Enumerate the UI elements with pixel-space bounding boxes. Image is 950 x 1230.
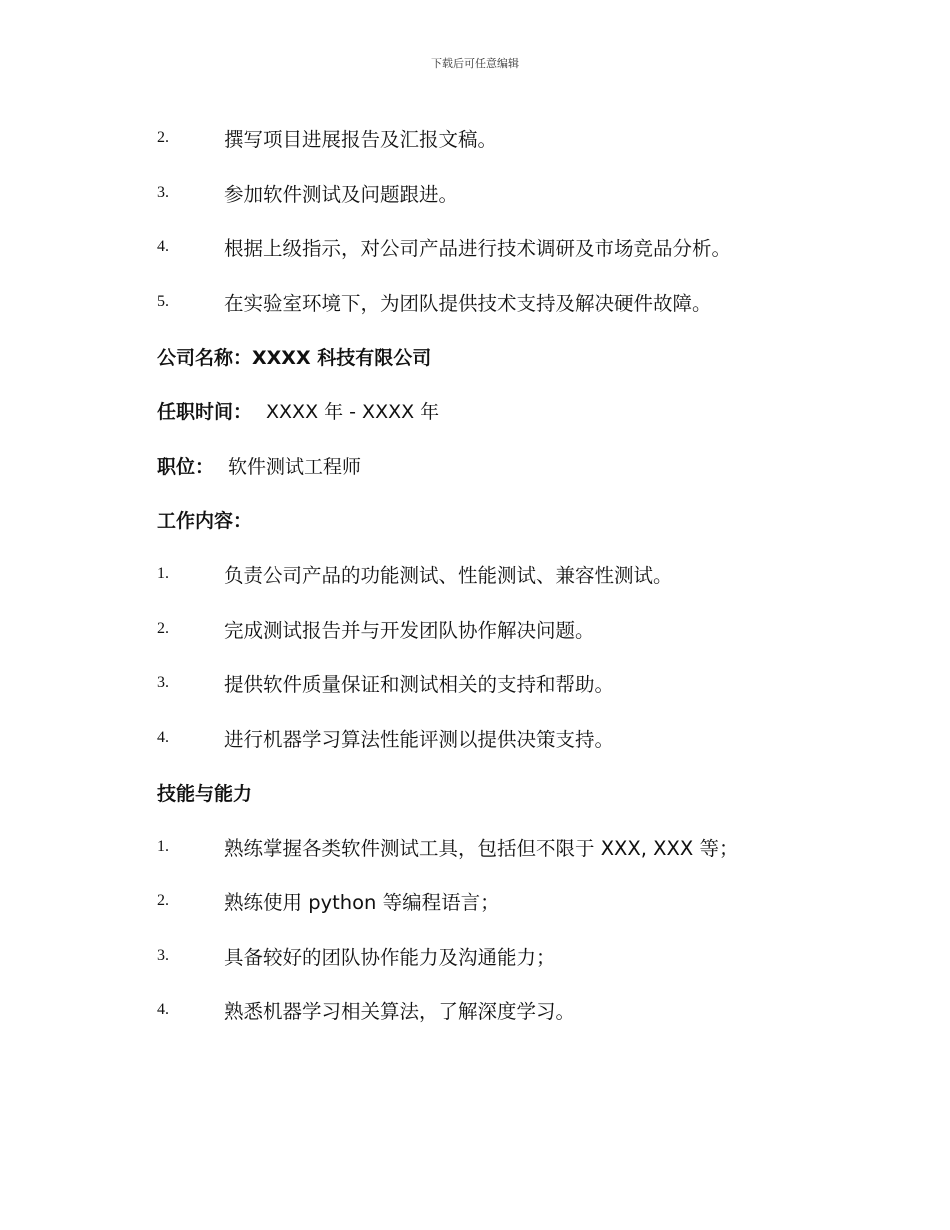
work-heading: 工作内容：: [157, 510, 253, 533]
list-item: [157, 602, 857, 657]
list-number: 2.: [157, 619, 169, 637]
list-number: 4.: [157, 238, 169, 256]
list-item: [157, 820, 857, 875]
resume-content: [157, 111, 857, 1038]
list-item: [157, 874, 857, 929]
list-text: 负责公司产品的功能测试、性能测试、兼容性测试。: [224, 564, 673, 588]
list-text: 进行机器学习算法性能评测以提供决策支持。: [224, 727, 615, 751]
page-header: 下载后可任意编辑: [431, 57, 519, 70]
tenure-value: XXXX 年 - XXXX 年: [266, 401, 440, 424]
list-text: 熟悉机器学习相关算法，了解深度学习。: [224, 1000, 576, 1024]
list-text: 撰写项目进展报告及汇报文稿。: [224, 128, 498, 152]
list-number: 3.: [157, 183, 169, 201]
list-text: 参加软件测试及问题跟进。: [224, 182, 459, 206]
list-number: 4.: [157, 728, 169, 746]
list-number: 2.: [157, 129, 169, 147]
list-number: 1.: [157, 837, 169, 855]
list-item: [157, 711, 857, 766]
list-number: 3.: [157, 674, 169, 692]
list-text: 根据上级指示，对公司产品进行技术调研及市场竞品分析。: [224, 237, 732, 261]
list-number: 2.: [157, 892, 169, 910]
list-item: [157, 656, 857, 711]
tenure-line: [157, 384, 857, 439]
list-item: [157, 547, 857, 602]
list-text: 提供软件质量保证和测试相关的支持和帮助。: [224, 673, 615, 697]
list-text: 在实验室环境下，为团队提供技术支持及解决硬件故障。: [224, 291, 712, 315]
list-item: [157, 275, 857, 330]
position-label: 职位：: [157, 455, 215, 478]
skills-heading: 技能与能力: [157, 782, 253, 805]
position-line: [157, 438, 857, 493]
list-text: 具备较好的团队协作能力及沟通能力；: [224, 945, 556, 969]
list-text: 熟练使用 python 等编程语言；: [224, 891, 500, 915]
list-number: 3.: [157, 946, 169, 964]
list-number: 4.: [157, 1001, 169, 1019]
list-item: [157, 111, 857, 166]
list-item: [157, 929, 857, 984]
work-heading-line: [157, 493, 857, 548]
skills-heading-line: [157, 765, 857, 820]
list-text: 熟练掌握各类软件测试工具，包括但不限于 XXX, XXX 等；: [224, 836, 739, 860]
position-value: 软件测试工程师: [228, 455, 362, 478]
list-item: [157, 220, 857, 275]
company-name: 公司名称：XXXX 科技有限公司: [157, 346, 432, 369]
list-number: 5.: [157, 292, 169, 310]
company-line: [157, 329, 857, 384]
list-number: 1.: [157, 565, 169, 583]
list-item: [157, 166, 857, 221]
list-text: 完成测试报告并与开发团队协作解决问题。: [224, 618, 595, 642]
list-item: [157, 983, 857, 1038]
tenure-label: 任职时间：: [157, 401, 253, 424]
